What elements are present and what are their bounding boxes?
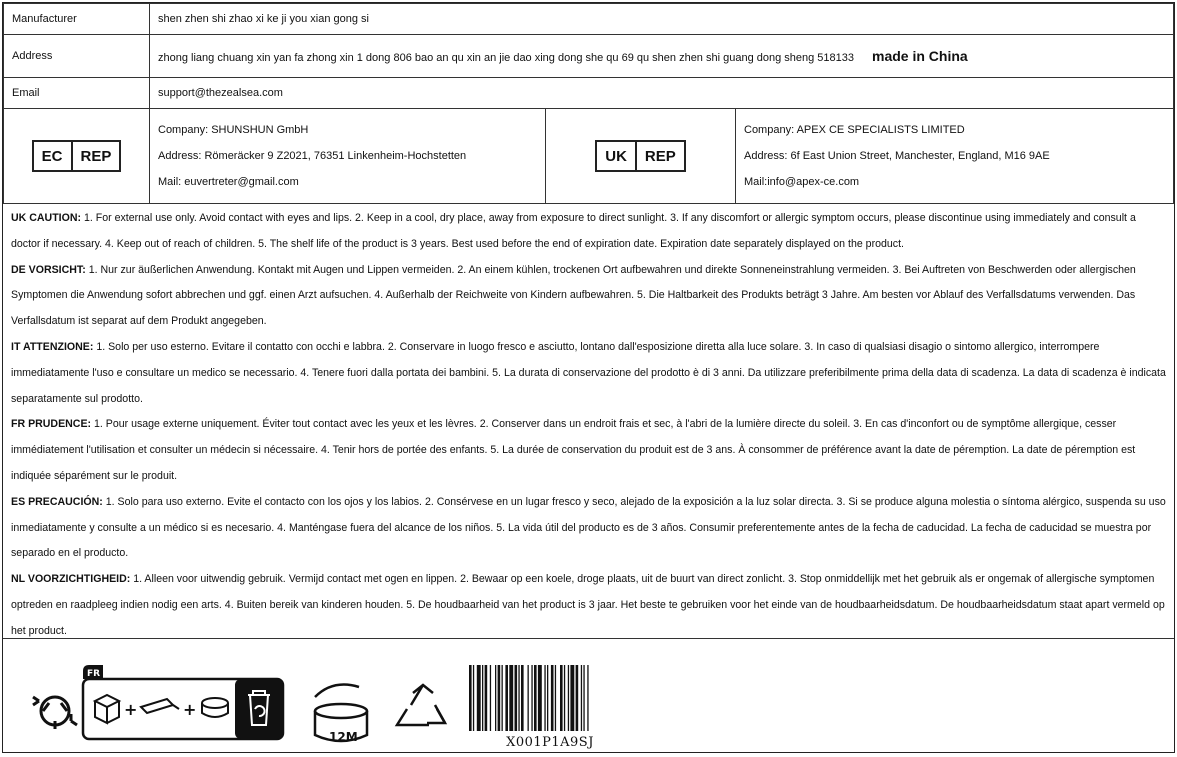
triman-icon (33, 697, 77, 729)
warning-fr (11, 412, 1166, 489)
ec-mail: Mail: euvertreter@gmail.com (158, 176, 299, 188)
ec-badge-text: EC (41, 147, 63, 165)
warning-it-heading: IT ATTENZIONE: (11, 340, 94, 353)
recycle-icon (397, 685, 445, 725)
triman-packaging-group (83, 665, 283, 739)
warnings-block (3, 204, 1174, 639)
warning-es-heading: ES PRECAUCIÓN: (11, 495, 103, 508)
uk-rep-badge-cell (546, 109, 736, 204)
warning-uk-text: 1. For external use only. Avoid contact with eyes and lips. 2. Keep in a cool, dry place, away from exposure to direct sunlight. 3. If any discomfort or allergic symptom occurs, please discontinue using immediately and consult a doctor if necessary. 4. Keep out of reach of children. 5. The shelf life of the product is 3 years. Best used before the end of expiration date. Expiration date separately displayed on the product. (11, 212, 1136, 250)
address-cell (150, 35, 1174, 78)
tube-icon (141, 699, 179, 713)
uk-rep-badge (595, 140, 686, 172)
ec-rep-badge-cell (4, 109, 150, 204)
rep-badge-text: REP (71, 142, 120, 170)
uk-badge-text: UK (605, 147, 627, 165)
made-in-label: made in China (872, 48, 968, 64)
box-icon (95, 695, 119, 723)
barcode-bars (465, 665, 635, 733)
barcode (465, 665, 635, 753)
manufacturer-label: Manufacturer (4, 4, 150, 35)
triman-fr-tag: FR (87, 669, 101, 679)
email-label: Email (4, 78, 150, 109)
email-value: support@thezealsea.com (150, 78, 1174, 109)
warning-nl-text: 1. Alleen voor uitwendig gebruik. Vermijd contact met ogen en lippen. 2. Bewaar op een koele, droge plaats, uit de buurt van direct zonlicht. 3. Stop onmiddellijk met het gebruik als er ongemak of allergische symptomen optreden en raadpleeg indien nodig een arts. 4. Buiten bereik van kinderen houden. 5. De houdbaarheid van het product is 3 jaar. Het beste te gebruiken voor het einde van de houdbaarheidsdatum. De houdbaarheidsdatum staat apart vermeld op het product. (11, 573, 1165, 637)
warning-es (11, 490, 1166, 567)
warning-de-text: 1. Nur zur äußerlichen Anwendung. Kontakt mit Augen und Lippen vermeiden. 2. An einem kühlen, trockenen Ort aufbewahren und direkte Sonneneinstrahlung vermeiden. 3. Bei Auftreten von Beschwerden oder allergischen Symptomen die Anwendung sofort abbrechen und ggf. einen Arzt aufsuchen. 4. Außerhalb der Reichweite von Kindern aufbewahren. 5. Die Haltbarkeit des Produkts beträgt 3 Jahre. Am besten vor Ablauf des Verfallsdatums verwenden. Das Verfallsdatum ist separat auf dem Produkt angegeben. (11, 263, 1136, 328)
uk-rep-badge-text: REP (635, 142, 684, 170)
pao-label: 12M (329, 730, 358, 744)
ec-rep-details (150, 109, 546, 204)
address-value: zhong liang chuang xin yan fa zhong xin 1 dong 806 bao an qu xin an jie dao xing dong she qu 69 qu shen zhen shi guang dong sheng 518133 (158, 52, 855, 64)
svg-text:+: + (183, 700, 197, 719)
symbols-row (3, 651, 1174, 751)
uk-company: Company: APEX CE SPECIALISTS LIMITED (744, 124, 965, 136)
barcode-text: X001P1A9SJ (506, 735, 594, 750)
warning-uk (11, 206, 1166, 258)
warning-it (11, 335, 1166, 412)
warning-fr-heading: FR PRUDENCE: (11, 418, 92, 431)
product-label (2, 2, 1175, 753)
svg-text:+: + (124, 700, 138, 719)
info-table (3, 3, 1174, 204)
warning-nl (11, 567, 1166, 639)
uk-rep-details (736, 109, 1174, 204)
manufacturer-value: shen zhen shi zhao xi ke ji you xian gong si (150, 4, 1174, 35)
jar-icon (202, 698, 228, 717)
uk-address: Address: 6f East Union Street, Manchester, England, M16 9AE (744, 150, 1050, 162)
warning-de-heading: DE VORSICHT: (11, 263, 86, 276)
symbols-svg (3, 651, 463, 751)
ec-address: Address: Römeräcker 9 Z2021, 76351 Linkenheim-Hochstetten (158, 150, 467, 162)
uk-mail: Mail:info@apex-ce.com (744, 176, 860, 188)
ec-rep-badge (32, 140, 122, 172)
address-label: Address (4, 35, 150, 78)
warning-nl-heading: NL VOORZICHTIGHEID: (11, 573, 131, 586)
warning-it-text: 1. Solo per uso esterno. Evitare il contatto con occhi e labbra. 2. Conservare in luogo fresco e asciutto, lontano dall'esposizione diretta alla luce solare. 3. In caso di qualsiasi disagio o sintomo allergico, interrompere immediatamente l'uso e consultare un medico se necessario. 4. Tenere fuori dalla portata dei bambini. 5. La durata di conservazione del prodotto è di 3 anni. Da utilizzare preferibilmente prima della data di scadenza. La data di scadenza è indicata separatamente sul prodotto. (11, 340, 1166, 405)
warning-fr-text: 1. Pour usage externe uniquement. Éviter tout contact avec les yeux et les lèvres. 2. Conserver dans un endroit frais et sec, à l'abri de la lumière directe du soleil. 3. En cas d'inconfort ou de symptôme allergique, cesser immédiatement l'utilisation et consulter un médecin si nécessaire. 4. Tenir hors de portée des enfants. 5. La durée de conservation du produit est de 3 ans. À consommer de préférence avant la date de péremption. La date de péremption est indiquée séparément sur le produit. (11, 418, 1136, 482)
warning-uk-heading: UK CAUTION: (11, 212, 82, 224)
ec-company: Company: SHUNSHUN GmbH (158, 124, 309, 136)
warning-es-text: 1. Solo para uso externo. Evite el contacto con los ojos y los labios. 2. Consérvese en un lugar fresco y seco, alejado de la exposición a la luz solar directa. 3. Si se produce alguna molestia o síntoma alérgico, suspenda su uso inmediatamente y consulte a un médico si es necesario. 4. Manténgase fuera del alcance de los niños. 5. La vida útil del producto es de 3 años. Consumir preferentemente antes de la fecha de caducidad. La fecha de caducidad se muestra por separado en el producto. (11, 495, 1166, 560)
warning-de (11, 258, 1166, 335)
